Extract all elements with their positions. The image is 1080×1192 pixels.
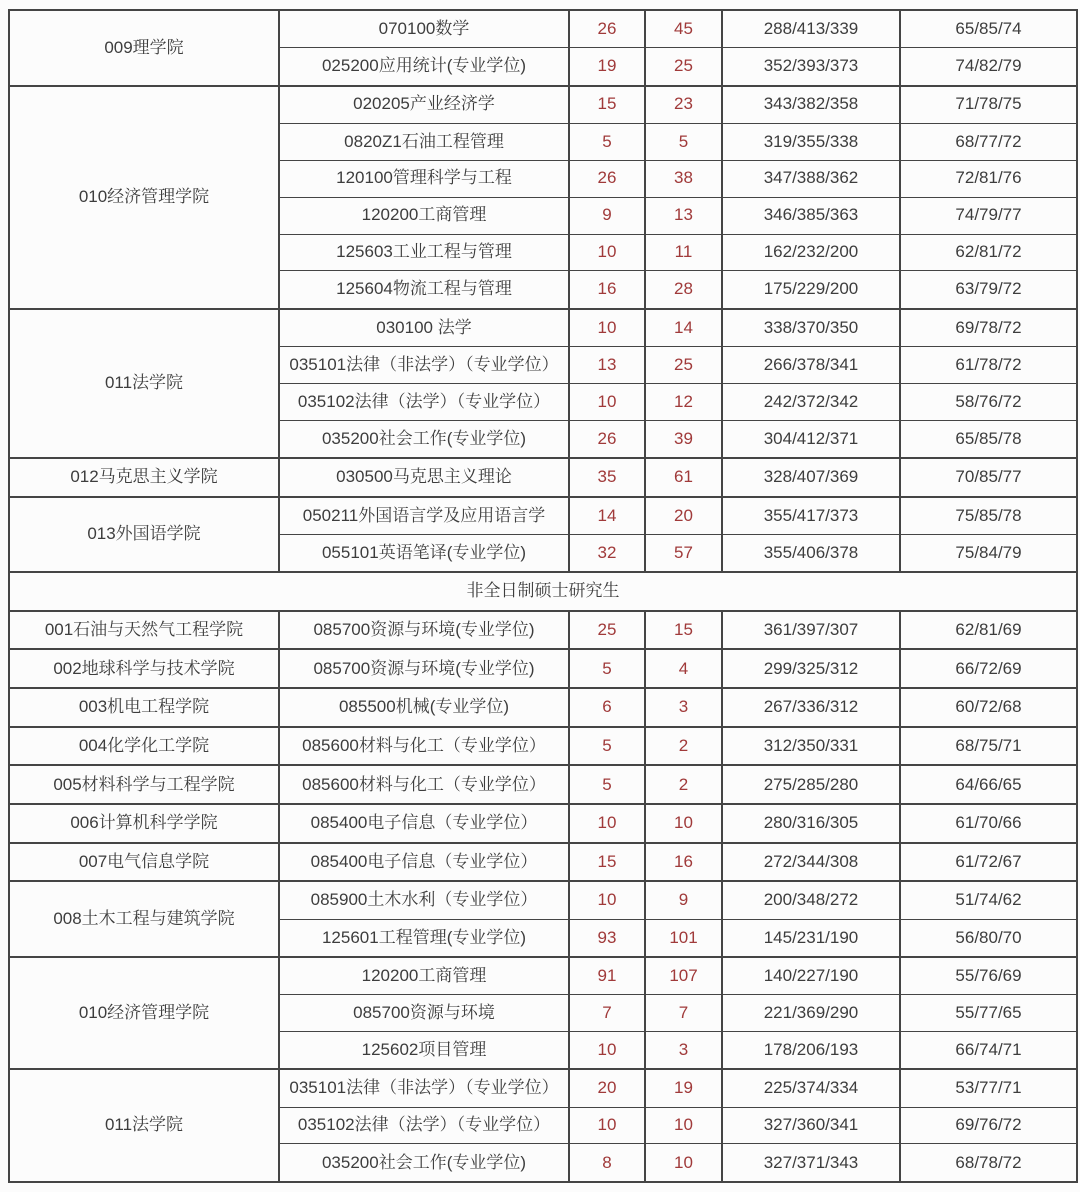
table-row xyxy=(9,611,1077,650)
count-cell-1: 19 xyxy=(569,48,645,86)
scores-cell-2: 55/77/65 xyxy=(900,995,1077,1032)
scores-cell-1: 272/344/308 xyxy=(722,843,900,882)
table-row xyxy=(9,843,1077,882)
college-cell: 007电气信息学院 xyxy=(9,843,279,882)
count-cell-1: 26 xyxy=(569,160,645,197)
count-cell-2: 7 xyxy=(645,995,722,1032)
count-cell-2: 25 xyxy=(645,48,722,86)
scores-cell-2: 74/82/79 xyxy=(900,48,1077,86)
count-cell-2: 10 xyxy=(645,1107,722,1144)
count-cell-2: 2 xyxy=(645,727,722,766)
table-row xyxy=(9,727,1077,766)
count-cell-2: 28 xyxy=(645,271,722,309)
count-cell-1: 15 xyxy=(569,843,645,882)
count-cell-2: 61 xyxy=(645,458,722,497)
scores-cell-2: 72/81/76 xyxy=(900,160,1077,197)
table-row xyxy=(9,497,1077,535)
scores-cell-2: 69/76/72 xyxy=(900,1107,1077,1144)
major-cell: 035102法律（法学）（专业学位） xyxy=(279,383,569,420)
table-body xyxy=(9,10,1077,1182)
count-cell-2: 4 xyxy=(645,649,722,688)
major-cell: 125602项目管理 xyxy=(279,1032,569,1070)
count-cell-1: 10 xyxy=(569,309,645,347)
scores-cell-2: 66/74/71 xyxy=(900,1032,1077,1070)
major-cell: 085700资源与环境(专业学位) xyxy=(279,649,569,688)
scores-cell-1: 343/382/358 xyxy=(722,86,900,124)
scores-cell-2: 62/81/69 xyxy=(900,611,1077,650)
admissions-table xyxy=(8,9,1078,1183)
scores-cell-2: 55/76/69 xyxy=(900,957,1077,995)
count-cell-2: 14 xyxy=(645,309,722,347)
divider-row xyxy=(9,572,1077,611)
major-cell: 025200应用统计(专业学位) xyxy=(279,48,569,86)
scores-cell-1: 327/371/343 xyxy=(722,1144,900,1182)
count-cell-1: 10 xyxy=(569,1107,645,1144)
scores-cell-1: 266/378/341 xyxy=(722,346,900,383)
table-row xyxy=(9,881,1077,919)
count-cell-2: 3 xyxy=(645,688,722,727)
college-cell: 003机电工程学院 xyxy=(9,688,279,727)
count-cell-1: 5 xyxy=(569,123,645,160)
scores-cell-2: 75/84/79 xyxy=(900,534,1077,572)
table-row xyxy=(9,804,1077,843)
scores-cell-2: 75/85/78 xyxy=(900,497,1077,535)
count-cell-2: 38 xyxy=(645,160,722,197)
count-cell-2: 16 xyxy=(645,843,722,882)
scores-cell-1: 175/229/200 xyxy=(722,271,900,309)
count-cell-1: 93 xyxy=(569,919,645,957)
college-cell: 002地球科学与技术学院 xyxy=(9,649,279,688)
major-cell: 035200社会工作(专业学位) xyxy=(279,1144,569,1182)
scores-cell-2: 65/85/78 xyxy=(900,420,1077,458)
count-cell-1: 10 xyxy=(569,234,645,271)
count-cell-1: 26 xyxy=(569,420,645,458)
college-cell: 005材料科学与工程学院 xyxy=(9,765,279,804)
scores-cell-1: 352/393/373 xyxy=(722,48,900,86)
college-cell: 009理学院 xyxy=(9,10,279,86)
count-cell-1: 7 xyxy=(569,995,645,1032)
major-cell: 125604物流工程与管理 xyxy=(279,271,569,309)
scores-cell-1: 327/360/341 xyxy=(722,1107,900,1144)
major-cell: 085900土木水利（专业学位） xyxy=(279,881,569,919)
count-cell-2: 39 xyxy=(645,420,722,458)
scores-cell-2: 58/76/72 xyxy=(900,383,1077,420)
scores-cell-2: 61/72/67 xyxy=(900,843,1077,882)
count-cell-1: 9 xyxy=(569,197,645,234)
table-row xyxy=(9,309,1077,347)
table-row xyxy=(9,957,1077,995)
scores-cell-1: 328/407/369 xyxy=(722,458,900,497)
count-cell-2: 10 xyxy=(645,1144,722,1182)
count-cell-1: 26 xyxy=(569,10,645,48)
major-cell: 120100管理科学与工程 xyxy=(279,160,569,197)
count-cell-1: 10 xyxy=(569,804,645,843)
major-cell: 120200工商管理 xyxy=(279,957,569,995)
count-cell-2: 19 xyxy=(645,1069,722,1107)
major-cell: 035101法律（非法学）（专业学位） xyxy=(279,1069,569,1107)
scores-cell-2: 63/79/72 xyxy=(900,271,1077,309)
college-cell: 010经济管理学院 xyxy=(9,957,279,1069)
scores-cell-1: 140/227/190 xyxy=(722,957,900,995)
scores-cell-1: 200/348/272 xyxy=(722,881,900,919)
count-cell-1: 6 xyxy=(569,688,645,727)
count-cell-1: 10 xyxy=(569,383,645,420)
scores-cell-2: 51/74/62 xyxy=(900,881,1077,919)
college-cell: 004化学化工学院 xyxy=(9,727,279,766)
scores-cell-2: 61/70/66 xyxy=(900,804,1077,843)
scores-cell-1: 242/372/342 xyxy=(722,383,900,420)
major-cell: 055101英语笔译(专业学位) xyxy=(279,534,569,572)
major-cell: 085400电子信息（专业学位） xyxy=(279,804,569,843)
major-cell: 0820Z1石油工程管理 xyxy=(279,123,569,160)
scores-cell-1: 280/316/305 xyxy=(722,804,900,843)
scores-cell-2: 70/85/77 xyxy=(900,458,1077,497)
scores-cell-2: 64/66/65 xyxy=(900,765,1077,804)
major-cell: 085600材料与化工（专业学位） xyxy=(279,727,569,766)
count-cell-2: 23 xyxy=(645,86,722,124)
scores-cell-2: 53/77/71 xyxy=(900,1069,1077,1107)
count-cell-1: 35 xyxy=(569,458,645,497)
count-cell-2: 15 xyxy=(645,611,722,650)
count-cell-2: 3 xyxy=(645,1032,722,1070)
college-cell: 006计算机科学学院 xyxy=(9,804,279,843)
scores-cell-1: 361/397/307 xyxy=(722,611,900,650)
count-cell-1: 10 xyxy=(569,1032,645,1070)
table-row xyxy=(9,86,1077,124)
scores-cell-1: 299/325/312 xyxy=(722,649,900,688)
major-cell: 035200社会工作(专业学位) xyxy=(279,420,569,458)
major-cell: 050211外国语言学及应用语言学 xyxy=(279,497,569,535)
college-cell: 011法学院 xyxy=(9,309,279,458)
table-row xyxy=(9,458,1077,497)
major-cell: 030100 法学 xyxy=(279,309,569,347)
scores-cell-1: 347/388/362 xyxy=(722,160,900,197)
scores-cell-1: 275/285/280 xyxy=(722,765,900,804)
major-cell: 070100数学 xyxy=(279,10,569,48)
major-cell: 085700资源与环境 xyxy=(279,995,569,1032)
scores-cell-1: 355/406/378 xyxy=(722,534,900,572)
count-cell-1: 13 xyxy=(569,346,645,383)
count-cell-1: 32 xyxy=(569,534,645,572)
college-cell: 001石油与天然气工程学院 xyxy=(9,611,279,650)
scores-cell-2: 68/75/71 xyxy=(900,727,1077,766)
major-cell: 085500机械(专业学位) xyxy=(279,688,569,727)
scores-cell-2: 68/78/72 xyxy=(900,1144,1077,1182)
count-cell-2: 10 xyxy=(645,804,722,843)
scores-cell-1: 346/385/363 xyxy=(722,197,900,234)
scores-cell-2: 56/80/70 xyxy=(900,919,1077,957)
major-cell: 030500马克思主义理论 xyxy=(279,458,569,497)
major-cell: 085700资源与环境(专业学位) xyxy=(279,611,569,650)
major-cell: 120200工商管理 xyxy=(279,197,569,234)
count-cell-1: 5 xyxy=(569,649,645,688)
count-cell-2: 5 xyxy=(645,123,722,160)
scores-cell-2: 74/79/77 xyxy=(900,197,1077,234)
scores-cell-2: 61/78/72 xyxy=(900,346,1077,383)
count-cell-2: 9 xyxy=(645,881,722,919)
scores-cell-1: 162/232/200 xyxy=(722,234,900,271)
scores-cell-1: 221/369/290 xyxy=(722,995,900,1032)
count-cell-2: 107 xyxy=(645,957,722,995)
count-cell-1: 25 xyxy=(569,611,645,650)
table-row xyxy=(9,688,1077,727)
count-cell-1: 5 xyxy=(569,727,645,766)
count-cell-2: 13 xyxy=(645,197,722,234)
scores-cell-1: 304/412/371 xyxy=(722,420,900,458)
major-cell: 085400电子信息（专业学位） xyxy=(279,843,569,882)
count-cell-2: 20 xyxy=(645,497,722,535)
count-cell-2: 101 xyxy=(645,919,722,957)
major-cell: 035102法律（法学）（专业学位） xyxy=(279,1107,569,1144)
count-cell-2: 25 xyxy=(645,346,722,383)
major-cell: 125601工程管理(专业学位) xyxy=(279,919,569,957)
scores-cell-1: 338/370/350 xyxy=(722,309,900,347)
count-cell-1: 5 xyxy=(569,765,645,804)
count-cell-1: 16 xyxy=(569,271,645,309)
major-cell: 035101法律（非法学）（专业学位） xyxy=(279,346,569,383)
scores-cell-2: 62/81/72 xyxy=(900,234,1077,271)
college-cell: 011法学院 xyxy=(9,1069,279,1182)
scores-cell-1: 288/413/339 xyxy=(722,10,900,48)
scores-cell-2: 60/72/68 xyxy=(900,688,1077,727)
scores-cell-1: 145/231/190 xyxy=(722,919,900,957)
count-cell-1: 10 xyxy=(569,881,645,919)
count-cell-1: 15 xyxy=(569,86,645,124)
scores-cell-1: 178/206/193 xyxy=(722,1032,900,1070)
scores-cell-2: 66/72/69 xyxy=(900,649,1077,688)
scores-cell-1: 225/374/334 xyxy=(722,1069,900,1107)
divider-label: 非全日制硕士研究生 xyxy=(9,572,1077,611)
scores-cell-1: 312/350/331 xyxy=(722,727,900,766)
college-cell: 010经济管理学院 xyxy=(9,86,279,309)
scores-cell-2: 68/77/72 xyxy=(900,123,1077,160)
count-cell-2: 2 xyxy=(645,765,722,804)
count-cell-1: 91 xyxy=(569,957,645,995)
college-cell: 012马克思主义学院 xyxy=(9,458,279,497)
count-cell-2: 12 xyxy=(645,383,722,420)
major-cell: 125603工业工程与管理 xyxy=(279,234,569,271)
major-cell: 085600材料与化工（专业学位） xyxy=(279,765,569,804)
college-cell: 008土木工程与建筑学院 xyxy=(9,881,279,957)
table-row xyxy=(9,649,1077,688)
scores-cell-1: 355/417/373 xyxy=(722,497,900,535)
major-cell: 020205产业经济学 xyxy=(279,86,569,124)
count-cell-1: 20 xyxy=(569,1069,645,1107)
count-cell-1: 8 xyxy=(569,1144,645,1182)
scores-cell-2: 65/85/74 xyxy=(900,10,1077,48)
count-cell-2: 11 xyxy=(645,234,722,271)
count-cell-1: 14 xyxy=(569,497,645,535)
count-cell-2: 57 xyxy=(645,534,722,572)
college-cell: 013外国语学院 xyxy=(9,497,279,573)
table-row xyxy=(9,765,1077,804)
scores-cell-1: 319/355/338 xyxy=(722,123,900,160)
count-cell-2: 45 xyxy=(645,10,722,48)
scores-cell-1: 267/336/312 xyxy=(722,688,900,727)
scores-cell-2: 71/78/75 xyxy=(900,86,1077,124)
table-row xyxy=(9,1069,1077,1107)
table-row xyxy=(9,10,1077,48)
scores-cell-2: 69/78/72 xyxy=(900,309,1077,347)
